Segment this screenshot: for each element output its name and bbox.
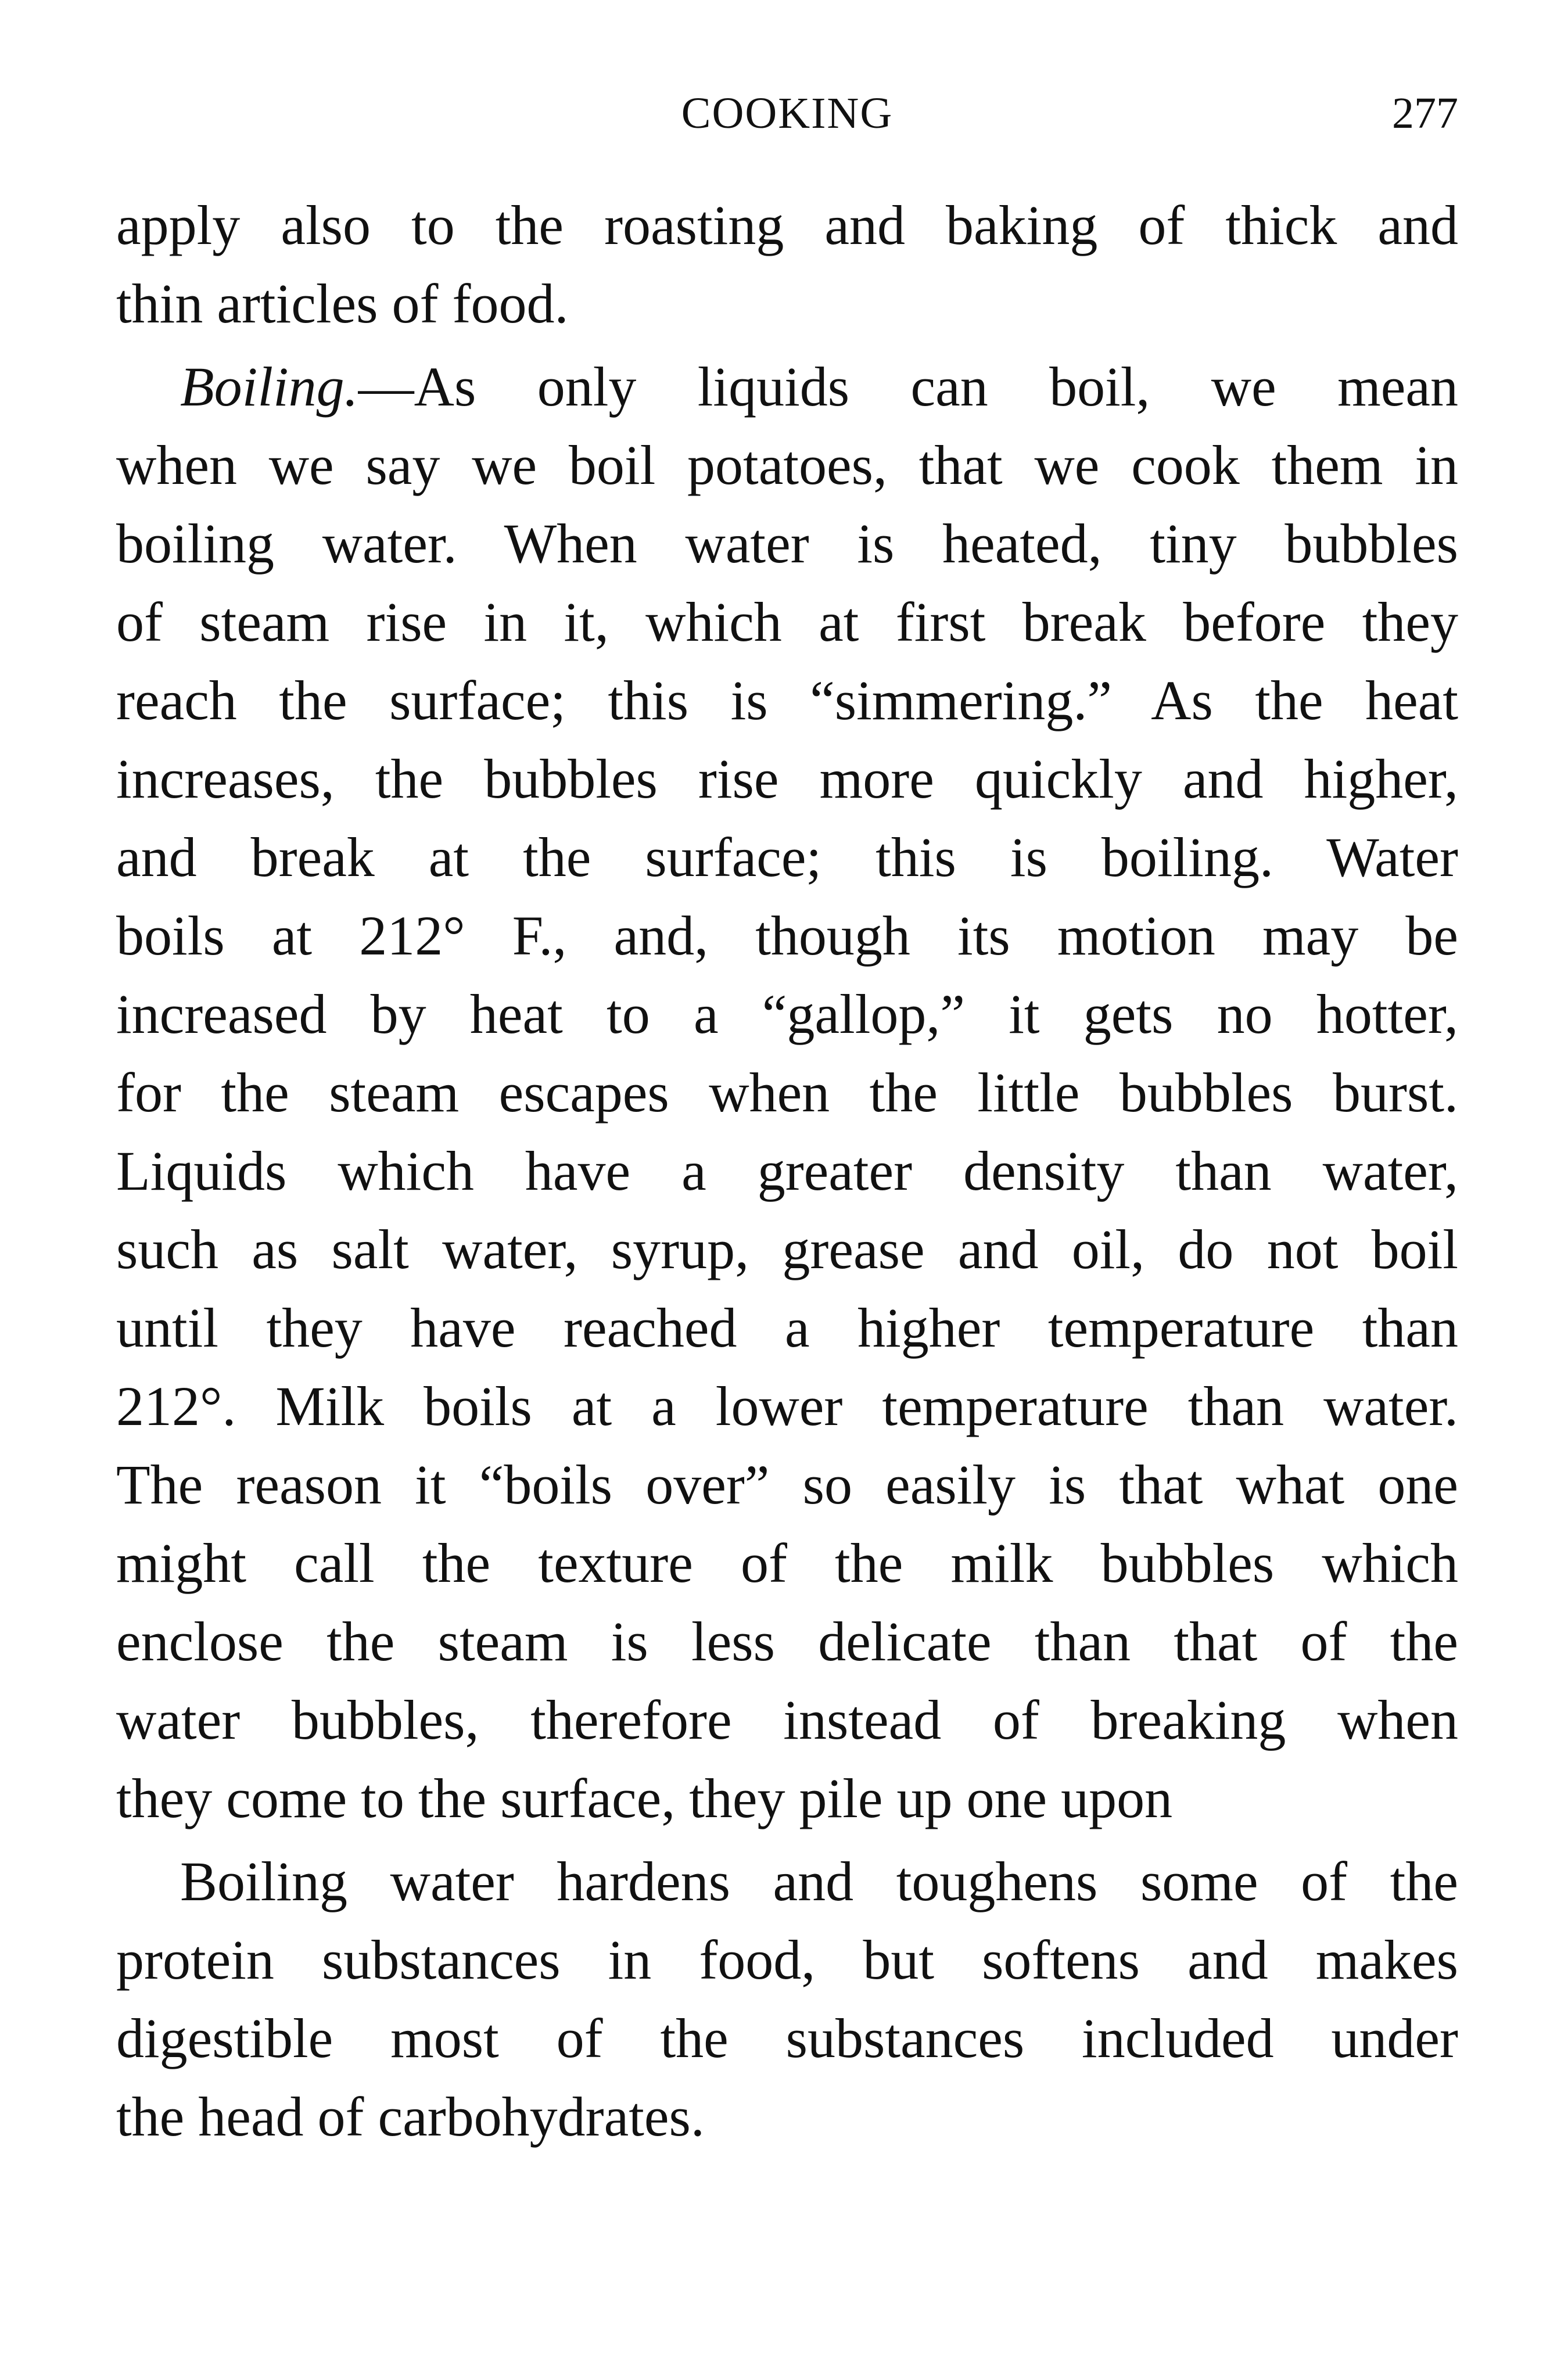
text-line: The reason it “boils over” so easily is that what one: [116, 1453, 1458, 1516]
paragraph-continuation: [116, 186, 1458, 343]
page-number: 277: [1392, 89, 1458, 138]
text-line: Boiling water hardens and toughens some of the: [180, 1850, 1458, 1912]
text-line: 212°. Milk boils at a lower temperature than water.: [116, 1375, 1458, 1437]
text-line: reach the surface; this is “simmering.” As the heat: [116, 669, 1458, 731]
text-line: of steam rise in it, which at first break before they: [116, 591, 1458, 653]
text-line: the head of carbohydrates.: [116, 2086, 705, 2148]
text-line: digestible most of the substances included under: [116, 2007, 1458, 2069]
text-line: protein substances in food, but softens and makes: [116, 1929, 1458, 1991]
text-line: increased by heat to a “gallop,” it gets no hotter,: [116, 983, 1458, 1045]
text-line: [116, 347, 1458, 426]
text-line: boiling water. When water is heated, tiny bubbles: [116, 512, 1458, 575]
paragraph-boiling: [116, 347, 1458, 1837]
section-run-in-heading: Boiling.: [180, 356, 358, 418]
text-line: they come to the surface, they pile up one upon: [116, 1767, 1173, 1829]
paragraph-boiling-effects: [116, 1842, 1458, 2156]
text-line: for the steam escapes when the little bubbles burst.: [116, 1061, 1458, 1124]
text-line: when we say we boil potatoes, that we cook them in: [116, 434, 1458, 496]
text-line: enclose the steam is less delicate than that of the: [116, 1610, 1458, 1672]
text-line: Liquids which have a greater density than water,: [116, 1140, 1458, 1202]
text-line: such as salt water, syrup, grease and oil, do not boil: [116, 1218, 1458, 1280]
running-head: [116, 87, 1458, 139]
text-line: boils at 212° F., and, though its motion may be: [116, 905, 1458, 967]
text-line: apply also to the roasting and baking of thick and: [116, 194, 1458, 256]
body-text: [116, 186, 1458, 2156]
text-line: might call the texture of the milk bubbles which: [116, 1532, 1458, 1594]
text-line: until they have reached a higher temperature than: [116, 1297, 1458, 1359]
first-line-text: —As only liquids can boil, we mean: [358, 356, 1458, 418]
text-line: thin articles of food.: [116, 272, 569, 335]
running-title: COOKING: [681, 89, 894, 138]
text-line: and break at the surface; this is boiling. Water: [116, 826, 1458, 888]
text-line: increases, the bubbles rise more quickly and higher,: [116, 748, 1458, 810]
text-line: water bubbles, therefore instead of breaking when: [116, 1689, 1458, 1751]
